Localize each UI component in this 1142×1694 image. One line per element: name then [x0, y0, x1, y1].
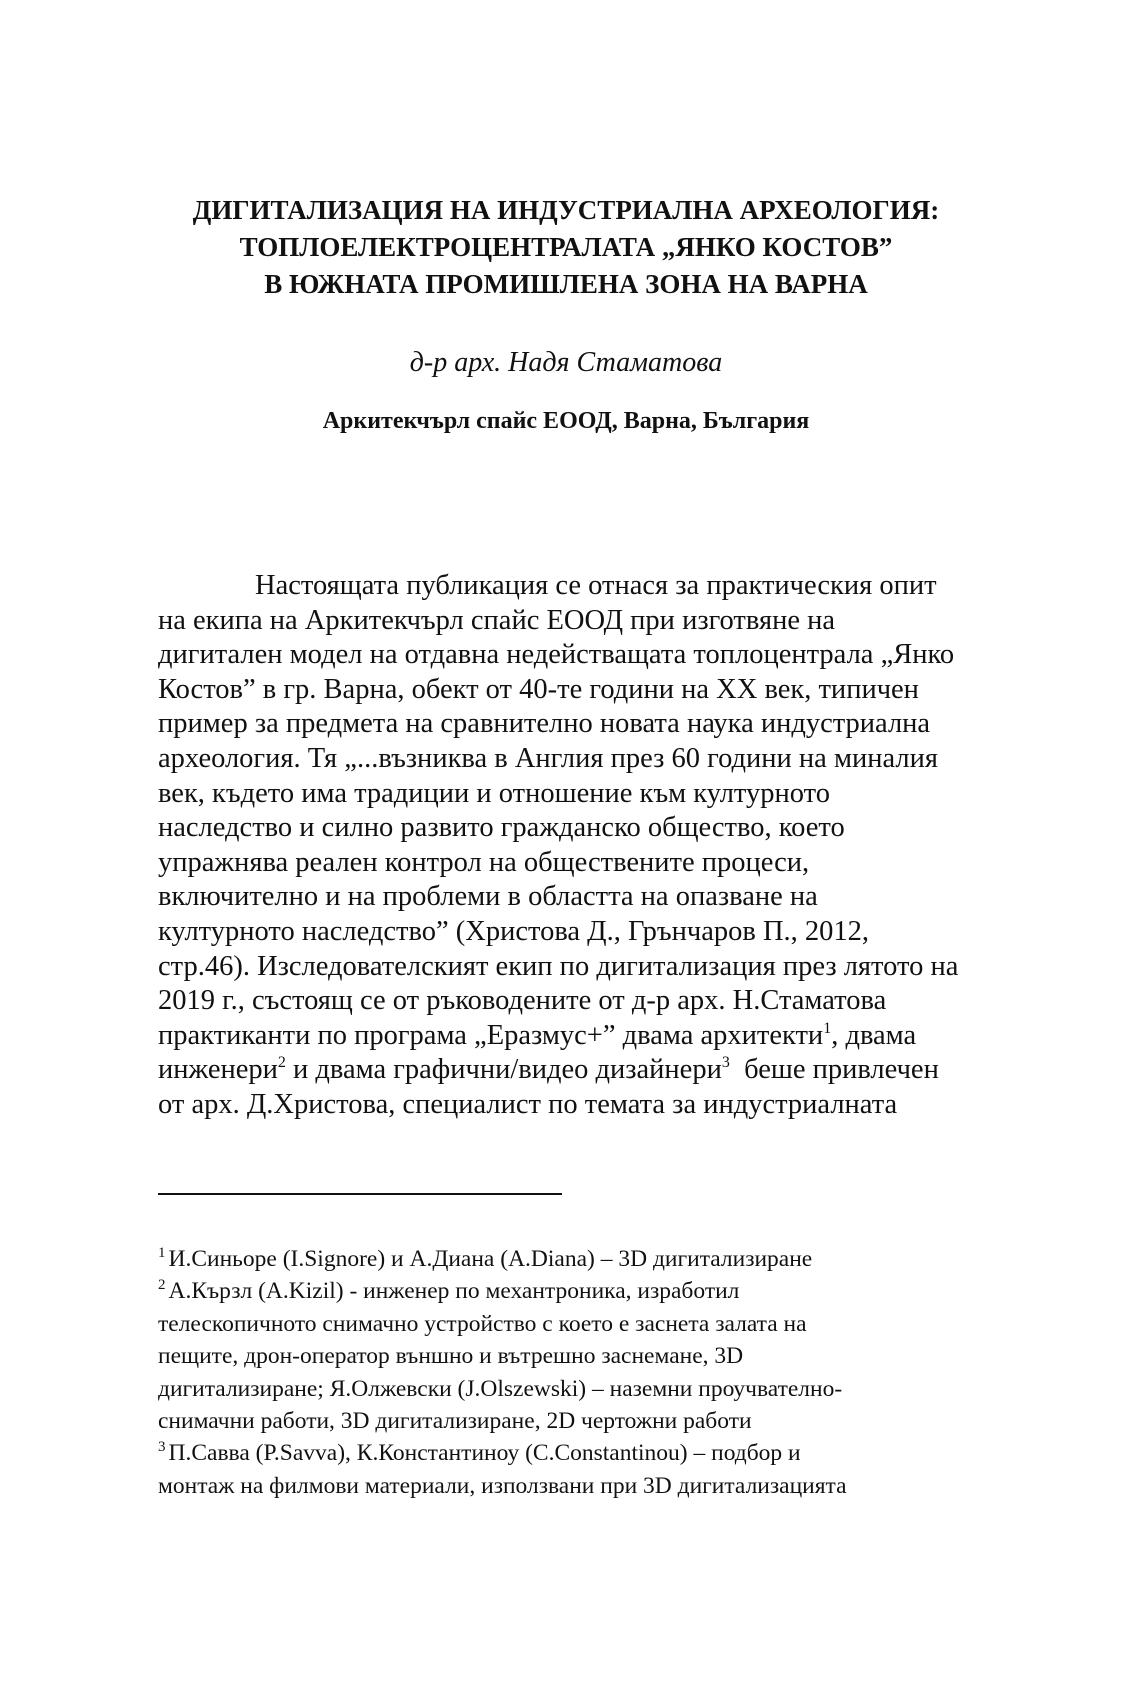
- title-line-2: ТОПЛОЕЛЕКТРОЦЕНТРАЛАТА „ЯНКО КОСТОВ”: [239, 232, 893, 262]
- footnote-1: [158, 1243, 1038, 1275]
- body-text-fragment: практиканти по програма „Еразмус+” двама архитекти: [158, 1019, 824, 1051]
- footnote-number: 2: [158, 1277, 166, 1294]
- footnotes: [158, 1243, 1038, 1502]
- paper-title: [140, 192, 992, 303]
- footnote-3: [158, 1437, 1038, 1469]
- footnote-ref-1[interactable]: 1: [823, 1019, 832, 1037]
- body-line: на екипа на Аркитекчърл спайс ЕООД при изготвяне на: [158, 604, 836, 636]
- author-name: д-р арх. Надя Стаматова: [409, 347, 723, 378]
- footnote-number: 1: [158, 1245, 166, 1261]
- footnote-2: [158, 1275, 1038, 1307]
- body-line: Настоящата публикация се отнася за практическия опит: [255, 570, 937, 601]
- body-line: стр.46). Изследователският екип по дигитализация през лятото на: [158, 950, 959, 982]
- body-line: упражнява реален контрол на обществените процеси,: [158, 846, 810, 878]
- footnote-2-line: снимачни работи, 3D дигитализиране, 2D чертожни работи: [158, 1408, 752, 1435]
- footnote-text: И.Синьоре (I.Signore) и А.Диана (A.Diana) – 3D дигитализиране: [168, 1246, 813, 1272]
- body-text-fragment: и двама графични/видео дизайнери: [285, 1054, 722, 1086]
- body-text-fragment: беше привлечен: [729, 1054, 939, 1086]
- body-line: век, където има традиции и отношение към културното: [158, 777, 830, 809]
- footnote-2-line: пещите, дрон-оператор външно и вътрешно заснемане, 3D: [158, 1343, 744, 1370]
- body-line: от арх. Д.Христова, специалист по темата за индустриалната: [158, 1088, 898, 1120]
- body-text-fragment: инженери: [158, 1054, 278, 1086]
- body-line: културното наследство” (Христова Д., Грънчаров П., 2012,: [158, 915, 870, 947]
- footnote-2-line: телескопичното снимачно устройство с което е заснета залата на: [158, 1310, 807, 1337]
- footnote-text: П.Савва (P.Savva), К.Константиноу (C.Constantinou) – подбор и: [168, 1440, 801, 1467]
- body-line: включително и на проблеми в областта на опазване на: [158, 881, 818, 913]
- footnote-separator: [158, 1193, 562, 1195]
- author-affiliation: Аркитекчърл спайс ЕООД, Варна, България: [322, 408, 810, 434]
- title-line-3: В ЮЖНАТА ПРОМИШЛЕНА ЗОНА НА ВАРНА: [264, 269, 868, 299]
- body-line: [158, 1053, 1028, 1088]
- body-line: [158, 1019, 1028, 1054]
- footnote-text: А.Кързл (A.Kizil) - инженер по механтроника, изработил: [168, 1278, 740, 1305]
- footnote-3-line: монтаж на филмови материали, използвани при 3D дигитализацията: [158, 1472, 847, 1499]
- footnote-number: 3: [158, 1439, 166, 1456]
- body-paragraph: [158, 569, 1028, 1123]
- body-line: пример за предмета на сравнително новата наука индустриална: [158, 708, 931, 740]
- body-line: дигитален модел на отдавна недействащата топлоцентрала „Янко: [158, 639, 955, 671]
- footnote-ref-3[interactable]: 3: [721, 1054, 730, 1072]
- body-line: Костов” в гр. Варна, обект от 40-те години на XX век, типичен: [158, 673, 919, 705]
- body-line: археология. Тя „...възниква в Англия през 60 години на миналия: [158, 742, 938, 774]
- footnote-ref-2[interactable]: 2: [277, 1054, 286, 1072]
- body-text-fragment: , двама: [831, 1019, 917, 1051]
- footnote-2-line: дигитализиране; Я.Олжевски (J.Olszewski) – наземни проучвателно-: [158, 1375, 843, 1402]
- body-line: 2019 г., състоящ се от ръководените от д-р арх. Н.Стаматова: [158, 985, 887, 1017]
- title-line-1: ДИГИТАЛИЗАЦИЯ НА ИНДУСТРИАЛНА АРХЕОЛОГИЯ:: [192, 195, 940, 225]
- body-line: наследство и силно развито гражданско общество, което: [158, 812, 845, 844]
